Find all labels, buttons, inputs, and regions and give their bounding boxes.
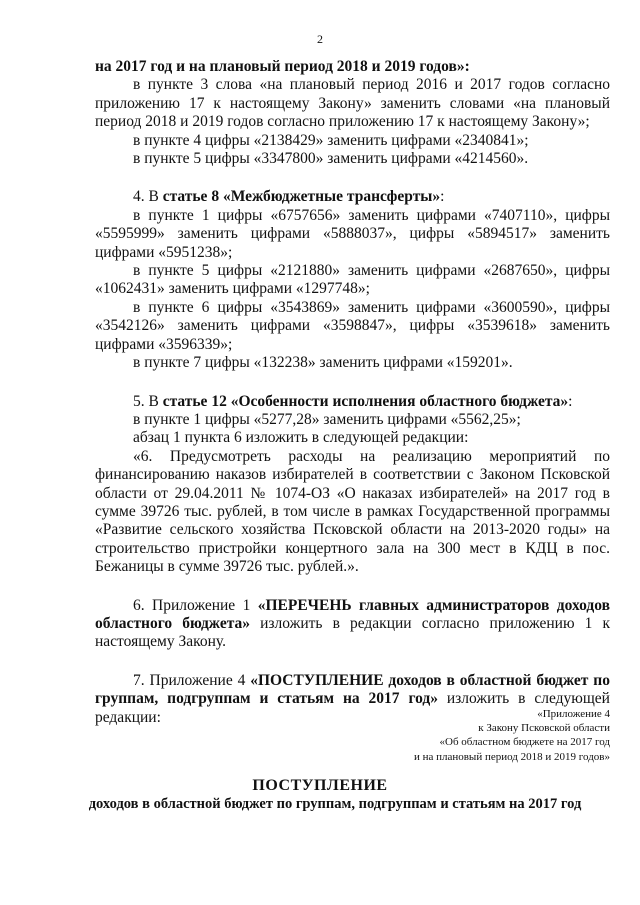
section-5-header: 5. В статье 12 «Особенности исполнения областного бюджета»: bbox=[133, 392, 573, 410]
paragraph-item-5: в пункте 5 цифры «3347800» заменить цифрами «4214560». bbox=[133, 150, 529, 168]
section-heading: ПОСТУПЛЕНИЕ bbox=[252, 777, 388, 794]
section-5-item-6-text: «6. Предусмотреть расходы на реализацию мероприятий по финансированию наказов избирателей в соответствии с Законом Псковской области от 29.04.2011 № 1074-ОЗ «О наказах избирателей» на 2017 год в сумме 39726 тыс. рублей, в том числе в рамках Государственной программы «Развитие сельского хозяйства Псковской области на 2013-2020 годы» на строительство пристройки концертного зала на 300 мест в КДЦ в пос. Бежаницы в сумме 39726 тыс. рублей.». bbox=[95, 447, 610, 576]
section-4-item-6: в пункте 6 цифры «3543869» заменить цифрами «3600590», цифры «3542126» заменить цифрами «3598847», цифры «3539618» заменить цифрами «3596339»; bbox=[95, 298, 610, 353]
section-7: 7. Приложение 4 «ПОСТУПЛЕНИЕ доходов в областной бюджет по группам, подгруппам и статьям на 2017 год» изложить в следующей редакции: bbox=[95, 671, 610, 726]
attachment-line: «Приложение 4 bbox=[537, 708, 610, 720]
section-4-header: 4. В статье 8 «Межбюджетные трансферты»: bbox=[133, 188, 445, 206]
section-subheading: доходов в областной бюджет по группам, подгруппам и статьям на 2017 год bbox=[88, 796, 582, 812]
paragraph-item-4: в пункте 4 цифры «2138429» заменить цифрами «2340841»; bbox=[133, 131, 529, 149]
section-4-item-7: в пункте 7 цифры «132238» заменить цифрами «159201». bbox=[133, 354, 513, 372]
document-body bbox=[95, 58, 610, 727]
section-4-item-1: в пункте 1 цифры «6757656» заменить цифрами «7407110», цифры «5595999» заменить цифрами «5888037», цифры «5894517» заменить цифрами «5951238»; bbox=[95, 206, 610, 261]
section-5-item-6-intro: абзац 1 пункта 6 изложить в следующей редакции: bbox=[133, 429, 469, 447]
section-4-item-5: в пункте 5 цифры «2121880» заменить цифрами «2687650», цифры «1062431» заменить цифрами «1297748»; bbox=[95, 262, 610, 298]
attachment-reference bbox=[350, 707, 610, 764]
page-number: 2 bbox=[317, 32, 323, 46]
attachment-line: и на плановый период 2018 и 2019 годов» bbox=[413, 750, 610, 763]
paragraph-item-3: в пункте 3 слова «на плановый период 2016 и 2017 годов согласно приложению 17 к настоящему Закону» заменить словами «на плановый период 2018 и 2019 годов согласно приложению 17 к настоящему Закону»; bbox=[95, 76, 610, 131]
attachment-line: к Закону Псковской области bbox=[478, 722, 610, 735]
paragraph-continuation: на 2017 год и на плановый период 2018 и 2019 годов»: bbox=[95, 58, 470, 75]
attachment-line: «Об областном бюджете на 2017 год bbox=[439, 736, 610, 749]
section-5-item-1: в пункте 1 цифры «5277,28» заменить цифрами «5562,25»; bbox=[133, 410, 521, 428]
section-6: 6. Приложение 1 «ПЕРЕЧЕНЬ главных администраторов доходов областного бюджета» изложить в редакции согласно приложению 1 к настоящему Закону. bbox=[95, 596, 610, 651]
